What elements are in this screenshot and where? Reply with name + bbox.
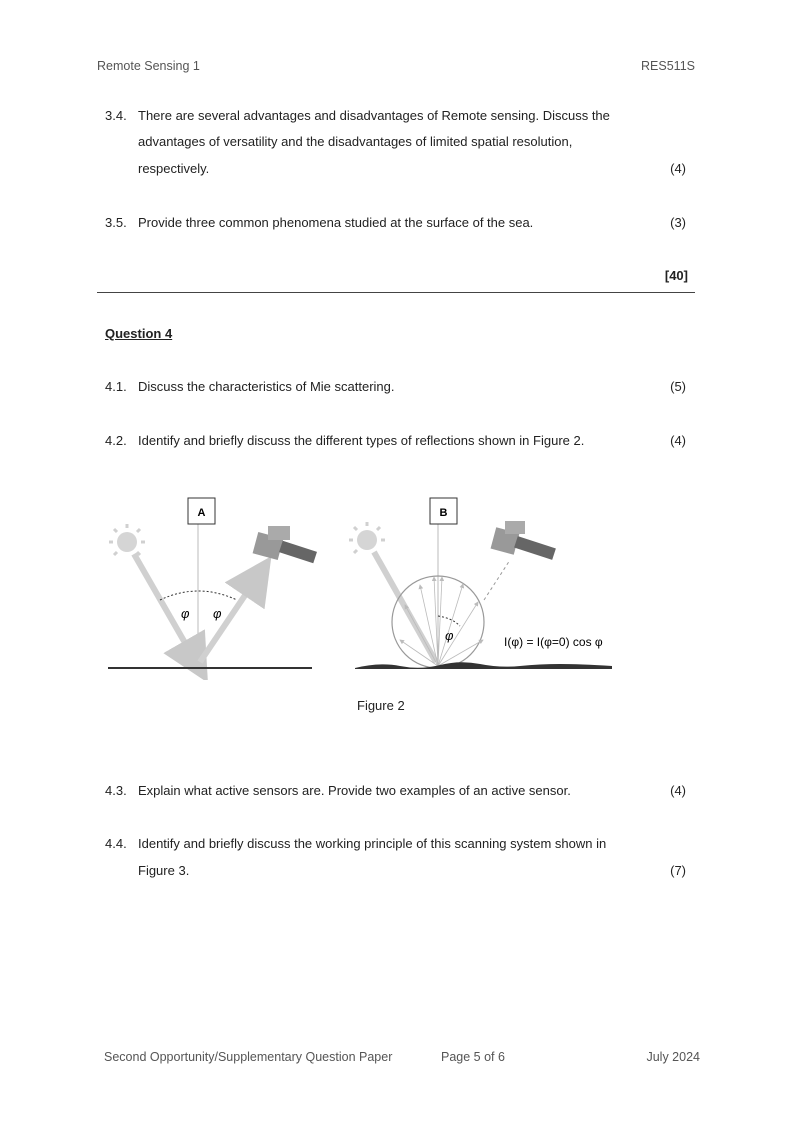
footer-paper-type: Second Opportunity/Supplementary Question Paper [104,1050,393,1064]
sun-icon [349,522,385,553]
question-text: respectively. [138,161,210,176]
question-marks: (4) [670,161,686,176]
question-number: 4.1. [105,379,127,394]
question-marks: (4) [670,433,686,448]
svg-text:φ: φ [213,606,222,621]
svg-text:φ: φ [445,628,454,643]
lambert-formula: I(φ) = I(φ=0) cos φ [504,635,603,649]
question-marks: (7) [670,863,686,878]
figure-2-reflection-diagram [100,490,640,680]
question-marks: (5) [670,379,686,394]
specular-reflection-panel [108,498,317,668]
divider [97,292,695,293]
sun-icon [109,524,145,555]
question-number: 3.4. [105,108,127,123]
footer-date: July 2024 [646,1050,700,1064]
question-text: Identify and briefly discuss the different types of reflections shown in Figure 2. [138,433,585,448]
section-total: [40] [664,268,688,283]
question-number: 4.4. [105,836,127,851]
diffuse-reflection-panel [349,498,612,669]
footer-page-number: Page 5 of 6 [441,1050,505,1064]
question-number: 4.3. [105,783,127,798]
question-text: There are several advantages and disadvantages of Remote sensing. Discuss the [138,108,610,123]
course-code: RES511S [641,59,695,73]
question-number: 4.2. [105,433,127,448]
question-text: Figure 3. [138,863,190,878]
satellite-icon [491,521,556,560]
svg-text:B: B [439,507,448,519]
question-text: Explain what active sensors are. Provide two examples of an active sensor. [138,783,571,798]
course-title: Remote Sensing 1 [97,59,200,73]
satellite-icon [253,526,317,563]
question-text: Discuss the characteristics of Mie scattering. [138,379,395,394]
section-title: Question 4 [105,326,173,341]
svg-text:φ: φ [181,606,190,621]
figure-caption: Figure 2 [357,698,405,713]
question-number: 3.5. [105,215,127,230]
question-marks: (4) [670,783,686,798]
svg-text:A: A [197,507,206,519]
question-marks: (3) [670,215,686,230]
question-text: advantages of versatility and the disadvantages of limited spatial resolution, [138,134,573,149]
question-text: Identify and briefly discuss the working principle of this scanning system shown in [138,836,607,851]
question-text: Provide three common phenomena studied at the surface of the sea. [138,215,534,230]
